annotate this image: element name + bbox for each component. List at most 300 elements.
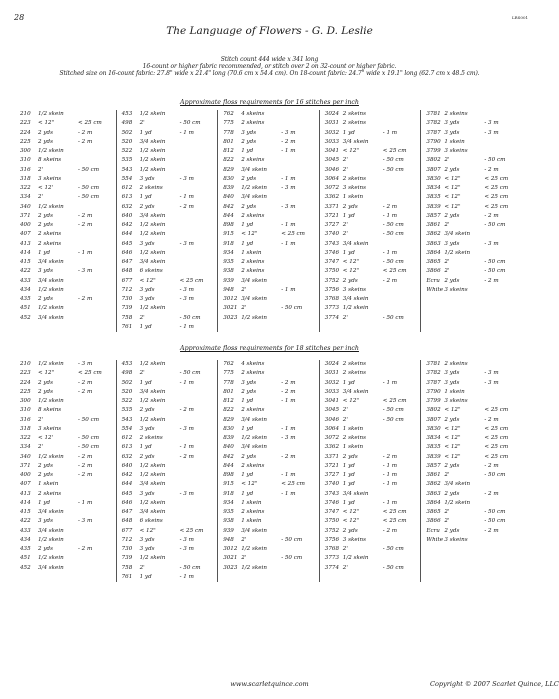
floss-number: 3773 — [324, 305, 340, 312]
floss-number: 3752 — [324, 277, 340, 284]
floss-number: 225 — [20, 388, 31, 395]
floss-number: 612 — [121, 435, 133, 441]
floss-number: 340 — [20, 203, 31, 210]
floss-row — [120, 110, 221, 119]
floss-amount: 1/2 skein — [139, 222, 166, 228]
floss-amount: 3 skeins — [342, 536, 366, 543]
floss-row — [18, 295, 119, 304]
floss-row — [221, 230, 322, 239]
floss-number: 522 — [121, 398, 133, 404]
floss-number: 3866 — [426, 268, 441, 275]
floss-metric: - 2 m — [484, 212, 499, 219]
floss-metric: - 3 m — [484, 379, 499, 386]
floss-amount: 1 yd — [342, 462, 355, 469]
floss-amount: 1 yd — [241, 148, 254, 154]
floss-amount: 3 yds — [38, 518, 53, 525]
floss-number: 712 — [121, 286, 133, 293]
floss-row — [120, 360, 221, 369]
floss-number: 3787 — [426, 379, 441, 386]
floss-row — [424, 166, 525, 175]
floss-row — [18, 129, 119, 138]
floss-number: 647 — [121, 259, 133, 265]
floss-amount: 1 yd — [139, 129, 152, 136]
floss-metric: < 25 cm — [484, 444, 509, 451]
floss-metric: < 25 cm — [484, 425, 509, 432]
floss-amount: 1 skein — [342, 444, 364, 451]
floss-metric: - 50 cm — [382, 564, 404, 571]
floss-row — [424, 406, 525, 415]
floss-row — [221, 295, 322, 304]
floss-row — [120, 193, 221, 202]
floss-column — [424, 110, 525, 295]
floss-metric: - 2 m — [484, 462, 499, 469]
floss-row — [424, 388, 525, 397]
floss-metric: - 1 m — [382, 499, 398, 506]
floss-row — [221, 314, 322, 323]
floss-amount: < 12" — [139, 527, 156, 534]
floss-amount: 2 yds — [38, 472, 53, 478]
floss-row — [18, 267, 119, 276]
floss-row — [18, 314, 119, 323]
floss-row — [120, 369, 221, 378]
floss-row — [18, 193, 119, 202]
floss-number: 210 — [20, 361, 31, 367]
floss-amount: 2' — [342, 564, 348, 571]
floss-amount: 1/2 skein — [241, 314, 267, 321]
floss-metric: < 25 cm — [382, 398, 407, 404]
floss-row — [424, 258, 525, 267]
floss-row — [221, 129, 322, 138]
floss-number: 451 — [20, 555, 31, 562]
floss-number: 3371 — [324, 453, 340, 460]
floss-amount: 2 yds — [139, 407, 155, 414]
floss-amount: 3/4 skein — [38, 314, 64, 321]
floss-amount: 3 skeins — [38, 175, 62, 182]
floss-metric: - 2 m — [382, 203, 398, 210]
floss-metric: - 1 m — [382, 481, 398, 488]
floss-number: 3861 — [426, 472, 441, 478]
floss-metric: - 2 m — [484, 527, 499, 534]
floss-row — [120, 480, 221, 489]
floss-number: 844 — [223, 462, 234, 469]
floss-row — [120, 175, 221, 184]
floss-row — [120, 545, 221, 554]
floss-row — [323, 295, 424, 304]
floss-row — [18, 110, 119, 119]
floss-amount: < 12" — [444, 407, 461, 414]
floss-number: 3750 — [324, 268, 340, 275]
floss-number: 3839 — [426, 203, 441, 210]
floss-number: 224 — [20, 129, 31, 136]
floss-metric: - 1 m — [382, 472, 398, 478]
floss-row — [18, 221, 119, 230]
floss-amount: 2 yds — [38, 462, 53, 469]
floss-amount: 2 yds — [444, 212, 460, 219]
floss-column — [18, 110, 119, 323]
floss-number: 829 — [223, 166, 234, 173]
floss-metric: < 25 cm — [382, 148, 407, 154]
floss-number: 543 — [121, 416, 133, 423]
floss-row — [221, 166, 322, 175]
floss-number: 801 — [223, 388, 234, 395]
floss-amount: 2' — [444, 509, 450, 515]
floss-number: 3012 — [223, 296, 238, 302]
floss-row — [18, 471, 119, 480]
floss-amount: 2 skeins — [241, 407, 265, 414]
floss-number: 840 — [223, 194, 234, 201]
floss-number: 677 — [121, 527, 133, 534]
floss-metric: - 50 cm — [78, 166, 100, 173]
floss-row — [120, 527, 221, 536]
floss-column — [18, 360, 119, 573]
floss-amount: 2' — [342, 231, 348, 238]
floss-amount: 2 yds — [38, 222, 53, 228]
floss-amount: 3/4 skein — [38, 277, 64, 284]
floss-number: 452 — [20, 564, 31, 571]
floss-number: 413 — [20, 490, 31, 497]
floss-number: 761 — [121, 573, 133, 580]
floss-amount: 1/2 skein — [38, 305, 64, 312]
floss-metric: - 2 m — [78, 546, 93, 552]
floss-number: 3032 — [324, 379, 340, 386]
floss-row — [120, 490, 221, 499]
floss-row — [18, 453, 119, 462]
floss-row — [221, 554, 322, 563]
floss-amount: < 12" — [444, 185, 461, 191]
floss-row — [221, 527, 322, 536]
floss-row — [323, 527, 424, 536]
floss-amount: 2' — [444, 222, 450, 228]
floss-number: 840 — [223, 444, 234, 451]
floss-amount: 2 skeins — [444, 111, 468, 117]
floss-number: 935 — [223, 509, 234, 515]
floss-metric: - 2 m — [78, 388, 93, 395]
floss-amount: 1 yd — [342, 481, 355, 488]
floss-row — [323, 564, 424, 573]
floss-row — [323, 119, 424, 128]
floss-number: 452 — [20, 314, 31, 321]
floss-row — [120, 156, 221, 165]
floss-row — [221, 203, 322, 212]
floss-metric: - 50 cm — [382, 166, 404, 173]
floss-amount: 3/4 skein — [342, 240, 369, 247]
floss-amount: 2 yds — [342, 203, 358, 210]
floss-row — [424, 119, 525, 128]
floss-number: 3834 — [426, 435, 441, 441]
floss-row — [424, 156, 525, 165]
floss-number: 915 — [223, 231, 234, 238]
floss-number: White — [426, 286, 444, 293]
floss-row — [424, 240, 525, 249]
floss-metric: - 3 m — [179, 296, 194, 302]
floss-amount: 1 yd — [342, 379, 355, 386]
floss-amount: 2' — [38, 194, 44, 201]
floss-number: 3862 — [426, 481, 441, 488]
floss-row — [18, 277, 119, 286]
floss-amount: 2 yds — [241, 453, 257, 460]
floss-metric: - 2 m — [78, 472, 93, 478]
floss-row — [323, 443, 424, 452]
floss-number: 300 — [20, 148, 31, 154]
floss-row — [120, 129, 221, 138]
floss-amount: 1 yd — [139, 194, 152, 201]
floss-row — [424, 471, 525, 480]
floss-amount: 1/2 skein — [241, 185, 267, 191]
floss-table-18 — [18, 360, 526, 585]
floss-number: 822 — [223, 157, 234, 164]
floss-row — [323, 480, 424, 489]
floss-metric: < 25 cm — [484, 453, 509, 460]
floss-amount: 1 yd — [241, 240, 254, 247]
floss-metric: - 50 cm — [78, 194, 100, 201]
floss-row — [120, 147, 221, 156]
floss-row — [120, 286, 221, 295]
floss-number: 3041 — [324, 148, 340, 154]
floss-row — [424, 360, 525, 369]
floss-metric: - 2 m — [78, 129, 93, 136]
floss-number: 453 — [121, 111, 133, 117]
floss-row — [221, 119, 322, 128]
floss-row — [120, 434, 221, 443]
floss-row — [120, 471, 221, 480]
floss-row — [221, 360, 322, 369]
floss-amount: 2' — [342, 222, 348, 228]
floss-row — [120, 406, 221, 415]
floss-number: 646 — [121, 499, 133, 506]
floss-amount: 1/2 skein — [139, 231, 166, 238]
floss-row — [424, 508, 525, 517]
floss-amount: 2 skeins — [139, 435, 163, 441]
floss-row — [221, 369, 322, 378]
floss-row — [18, 406, 119, 415]
floss-number: 632 — [121, 203, 133, 210]
floss-amount: 1 skein — [38, 481, 59, 488]
floss-number: 3773 — [324, 555, 340, 562]
floss-metric: - 2 m — [78, 453, 93, 460]
floss-row — [424, 221, 525, 230]
floss-amount: < 12' — [38, 435, 54, 441]
floss-amount: 3 yds — [444, 129, 460, 136]
floss-amount: 1/2 skein — [139, 416, 166, 423]
floss-row — [120, 323, 221, 332]
floss-metric: < 25 cm — [484, 175, 509, 182]
floss-row — [221, 462, 322, 471]
floss-number: 939 — [223, 277, 234, 284]
floss-amount: 2 skeins — [342, 435, 366, 441]
floss-row — [18, 554, 119, 563]
floss-row — [424, 517, 525, 526]
floss-row — [120, 267, 221, 276]
floss-metric: - 50 cm — [78, 185, 100, 191]
floss-row — [221, 193, 322, 202]
floss-row — [18, 397, 119, 406]
floss-metric: - 1 m — [281, 472, 296, 478]
floss-amount: 3 yds — [139, 546, 155, 552]
floss-number: 400 — [20, 222, 31, 228]
floss-number: 322 — [20, 185, 31, 191]
floss-row — [120, 536, 221, 545]
floss-amount: 1 skein — [342, 425, 364, 432]
floss-amount: 2 skeins — [139, 185, 163, 191]
floss-metric: - 3 m — [179, 490, 194, 497]
floss-row — [323, 314, 424, 323]
floss-row — [120, 425, 221, 434]
floss-metric: - 50 cm — [382, 314, 404, 321]
floss-metric: - 50 cm — [179, 314, 201, 321]
floss-number: 3012 — [223, 546, 238, 552]
floss-amount: 1 yd — [342, 499, 355, 506]
floss-row — [323, 406, 424, 415]
floss-metric: - 50 cm — [484, 472, 506, 478]
floss-row — [18, 119, 119, 128]
floss-row — [323, 360, 424, 369]
floss-metric: < 25 cm — [484, 435, 509, 441]
floss-row — [221, 434, 322, 443]
floss-amount: 2 yds — [38, 129, 53, 136]
floss-row — [323, 471, 424, 480]
floss-number: 414 — [20, 249, 31, 256]
floss-metric: - 3 m — [484, 370, 499, 377]
floss-row — [424, 110, 525, 119]
floss-amount: 1/2 skein — [139, 462, 166, 469]
floss-row — [221, 508, 322, 517]
floss-amount: < 12" — [139, 277, 156, 284]
floss-amount: 2 skeins — [342, 111, 366, 117]
floss-number: 3865 — [426, 259, 441, 265]
floss-number: 434 — [20, 286, 31, 293]
floss-amount: 3/4 skein — [342, 296, 369, 302]
floss-amount: 2 yds — [241, 203, 257, 210]
floss-metric: - 3 m — [281, 129, 296, 136]
floss-number: 535 — [121, 157, 133, 164]
floss-amount: 2' — [444, 518, 450, 525]
floss-metric: < 25 cm — [281, 231, 305, 238]
floss-number: 225 — [20, 138, 31, 145]
floss-row — [221, 406, 322, 415]
floss-row — [221, 110, 322, 119]
floss-number: 3864 — [426, 499, 441, 506]
floss-metric: - 3 m — [484, 120, 499, 127]
floss-number: 223 — [20, 120, 31, 127]
section-title-16: Approximate floss requirements for 16 stitches per inch — [180, 99, 359, 106]
floss-amount: 1/2 skein — [38, 398, 64, 404]
floss-number: 554 — [121, 425, 133, 432]
floss-metric: - 3 m — [179, 536, 194, 543]
floss-metric: - 50 cm — [179, 370, 201, 377]
floss-amount: < 12" — [342, 259, 359, 265]
floss-amount: 2 yds — [38, 379, 53, 386]
floss-row — [221, 212, 322, 221]
floss-row — [120, 462, 221, 471]
floss-row — [120, 230, 221, 239]
floss-number: 300 — [20, 398, 31, 404]
floss-amount: 2 skeins — [241, 259, 265, 265]
floss-metric: - 50 cm — [382, 259, 404, 265]
floss-metric: - 1 m — [179, 573, 194, 580]
floss-row — [120, 517, 221, 526]
floss-amount: 2 skeins — [342, 361, 366, 367]
floss-amount: 1/2 skein — [38, 203, 64, 210]
floss-number: 554 — [121, 175, 133, 182]
floss-amount: 1/2 skein — [139, 148, 166, 154]
floss-metric: - 50 cm — [179, 564, 201, 571]
floss-number: 520 — [121, 388, 133, 395]
floss-metric: - 2 m — [78, 138, 93, 145]
floss-amount: 3/4 skein — [444, 481, 471, 488]
floss-number: 415 — [20, 259, 31, 265]
floss-amount: 2 yds — [241, 388, 257, 395]
floss-number: 400 — [20, 472, 31, 478]
floss-number: 644 — [121, 481, 133, 488]
floss-metric: - 2 m — [179, 407, 194, 414]
floss-number: 642 — [121, 472, 133, 478]
floss-amount: 2 skeins — [241, 212, 265, 219]
floss-number: 3746 — [324, 499, 340, 506]
column-divider — [420, 110, 421, 332]
floss-amount: 3/4 skein — [241, 166, 267, 173]
floss-amount: 1 yd — [241, 222, 254, 228]
floss-amount: < 12" — [342, 148, 359, 154]
floss-number: 647 — [121, 509, 133, 515]
floss-row — [18, 480, 119, 489]
floss-amount: 3/4 skein — [139, 259, 166, 265]
floss-row — [424, 147, 525, 156]
floss-row — [323, 554, 424, 563]
floss-row — [18, 175, 119, 184]
floss-row — [323, 416, 424, 425]
floss-row — [323, 517, 424, 526]
floss-row — [221, 453, 322, 462]
floss-number: 3032 — [324, 129, 340, 136]
floss-row — [221, 416, 322, 425]
floss-amount: 2' — [139, 370, 145, 377]
floss-amount: 1/2 skein — [342, 305, 369, 312]
floss-number: 3782 — [426, 370, 441, 377]
floss-metric: - 50 cm — [484, 268, 506, 275]
floss-amount: 1 yd — [241, 425, 254, 432]
floss-row — [323, 156, 424, 165]
floss-number: 739 — [121, 555, 133, 562]
floss-metric: - 50 cm — [78, 444, 100, 451]
floss-amount: 1/2 skein — [139, 111, 166, 117]
floss-metric: < 25 cm — [382, 268, 407, 275]
floss-metric: < 25 cm — [382, 518, 407, 525]
floss-amount: 2 yds — [38, 138, 53, 145]
floss-metric: < 25 cm — [78, 370, 102, 377]
floss-amount: 3/4 skein — [38, 564, 64, 571]
floss-row — [424, 129, 525, 138]
floss-number: 632 — [121, 453, 133, 460]
floss-amount: 3 yds — [139, 296, 155, 302]
floss-amount: < 12" — [342, 268, 359, 275]
floss-amount: 3 skeins — [444, 398, 468, 404]
floss-number: 775 — [223, 370, 234, 377]
floss-amount: 3 yds — [139, 425, 155, 432]
floss-row — [18, 156, 119, 165]
stitch-count: Stitch count 444 wide x 341 long — [220, 56, 319, 63]
floss-amount: 3/4 skein — [139, 212, 166, 219]
floss-metric: - 50 cm — [78, 416, 100, 423]
floss-amount: 1 skein — [241, 518, 262, 525]
floss-row — [424, 249, 525, 258]
floss-metric: - 3 m — [281, 185, 296, 191]
floss-amount: 1/2 skein — [38, 148, 64, 154]
floss-amount: 8 skeins — [38, 157, 62, 164]
floss-amount: 3 skeins — [444, 286, 468, 293]
floss-number: 613 — [121, 194, 133, 201]
floss-number: 3830 — [426, 425, 441, 432]
floss-metric: < 25 cm — [484, 185, 509, 191]
